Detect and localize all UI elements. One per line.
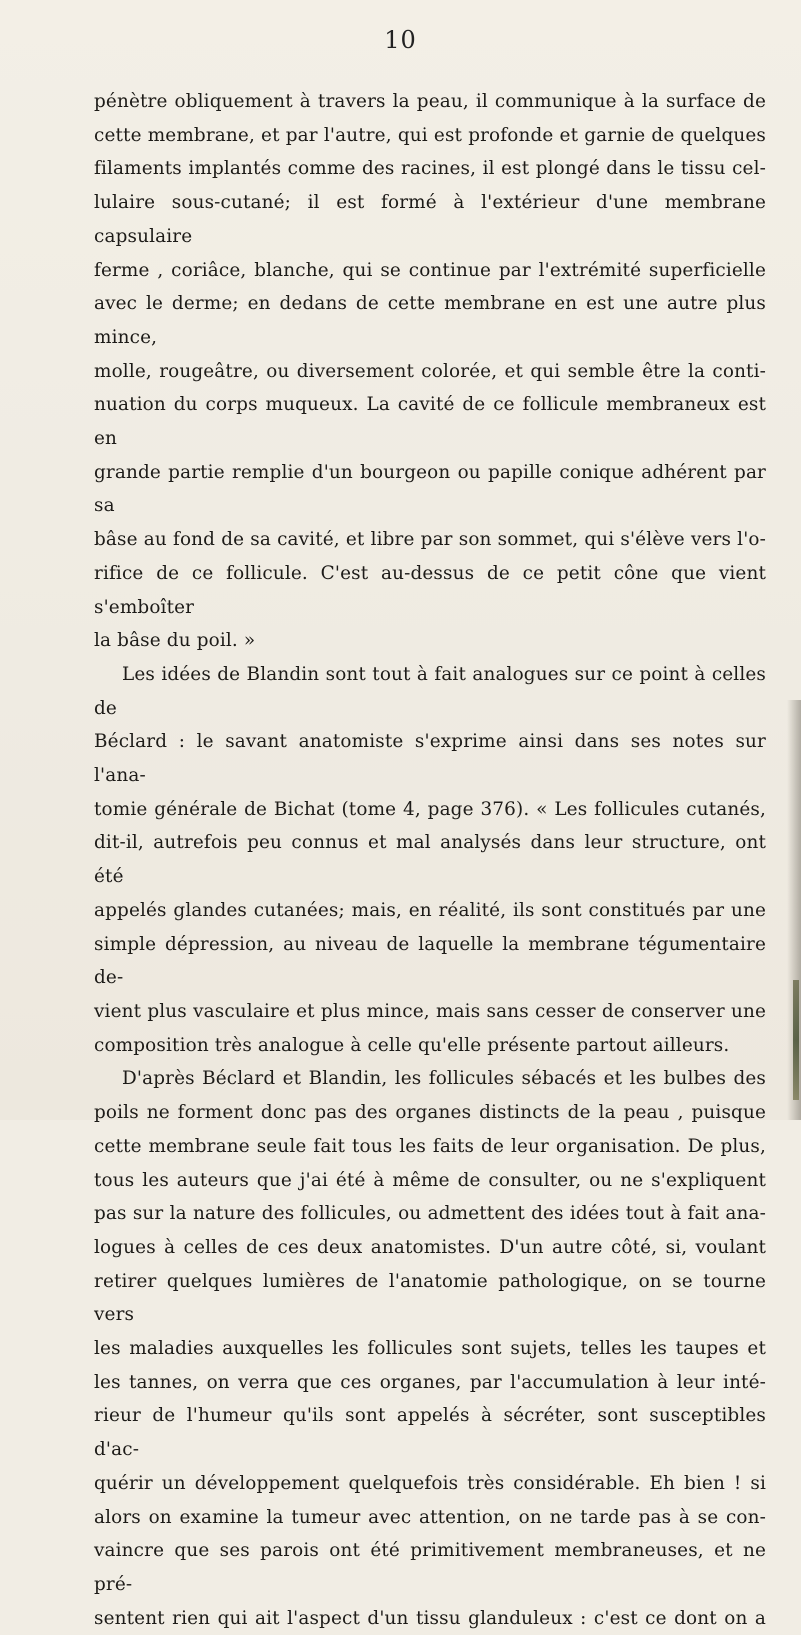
text-line: vient plus vasculaire et plus mince, mais sans cesser de conserver une — [94, 1000, 766, 1022]
text-line: ferme , coriâce, blanche, qui se continue par l'extrémité superficielle — [94, 259, 766, 281]
body-text — [94, 85, 766, 1635]
text-line: Les idées de Blandin sont tout à fait analogues sur ce point à celles de — [94, 663, 766, 719]
text-line: appelés glandes cutanées; mais, en réalité, ils sont constitués par une — [94, 899, 766, 921]
text-line: nuation du corps muqueux. La cavité de ce follicule membraneux est en — [94, 394, 766, 450]
text-line: filaments implantés comme des racines, il est plongé dans le tissu cel- — [94, 158, 766, 180]
text-line: simple dépression, au niveau de laquelle la membrane tégumentaire de- — [94, 933, 766, 989]
text-line: pas sur la nature des follicules, ou admettent des idées tout à fait ana- — [94, 1203, 766, 1225]
text-line: avec le derme; en dedans de cette membrane en est une autre plus mince, — [94, 293, 766, 348]
text-line: D'après Béclard et Blandin, les follicules sébacés et les bulbes des — [122, 1068, 766, 1090]
text-line: cette membrane, et par l'autre, qui est profonde et garnie de quelques — [94, 124, 766, 146]
text-line: lulaire sous-cutané; il est formé à l'extérieur d'une membrane capsulaire — [94, 192, 766, 247]
text-line: vaincre que ses parois ont été primitivement membraneuses, et ne pré- — [94, 1540, 766, 1595]
text-line: Béclard : le savant anatomiste s'exprime ainsi dans ses notes sur l'ana- — [94, 731, 766, 787]
page-number: 10 — [384, 26, 417, 54]
text-line: alors on examine la tumeur avec attention, on ne tarde pas à se con- — [94, 1506, 766, 1528]
text-line: tomie générale de Bichat (tome 4, page 376). « Les follicules cutanés, — [94, 798, 766, 820]
text-line: composition très analogue à celle qu'elle présente partout ailleurs. — [94, 1034, 730, 1056]
text-line: sentent rien qui ait l'aspect d'un tissu glanduleux : c'est ce dont on a — [94, 1607, 766, 1629]
text-line: dit-il, autrefois peu connus et mal analysés dans leur structure, ont été — [94, 832, 766, 888]
text-line: retirer quelques lumières de l'anatomie pathologique, on se tourne vers — [94, 1270, 766, 1326]
text-line: la bâse du poil. » — [94, 630, 256, 652]
text-line: rifice de ce follicule. C'est au-dessus de ce petit cône que vient s'emboîter — [94, 562, 766, 618]
text-line: grande partie remplie d'un bourgeon ou papille conique adhérent par sa — [94, 461, 766, 517]
text-line: tous les auteurs que j'ai été à même de consulter, ou ne s'expliquent — [94, 1169, 766, 1191]
text-line: molle, rougeâtre, ou diversement colorée, et qui semble être la conti- — [94, 360, 766, 382]
text-line: rieur de l'humeur qu'ils sont appelés à sécréter, sont susceptibles d'ac- — [94, 1405, 766, 1461]
text-line: pénètre obliquement à travers la peau, il communique à la surface de — [94, 91, 766, 112]
text-line: bâse au fond de sa cavité, et libre par son sommet, qui s'élève vers l'o- — [94, 529, 766, 551]
text-line: les tannes, on verra que ces organes, par l'accumulation à leur inté- — [94, 1371, 766, 1393]
text-line: poils ne forment donc pas des organes distincts de la peau , puisque — [94, 1102, 766, 1124]
page-edge-mark — [793, 980, 799, 1100]
text-line: cette membrane seule fait tous les faits de leur organisation. De plus, — [94, 1135, 766, 1157]
text-line: quérir un développement quelquefois très considérable. Eh bien ! si — [94, 1472, 766, 1494]
text-line: les maladies auxquelles les follicules sont sujets, telles les taupes et — [94, 1338, 766, 1360]
text-line: logues à celles de ces deux anatomistes. D'un autre côté, si, voulant — [94, 1236, 766, 1258]
